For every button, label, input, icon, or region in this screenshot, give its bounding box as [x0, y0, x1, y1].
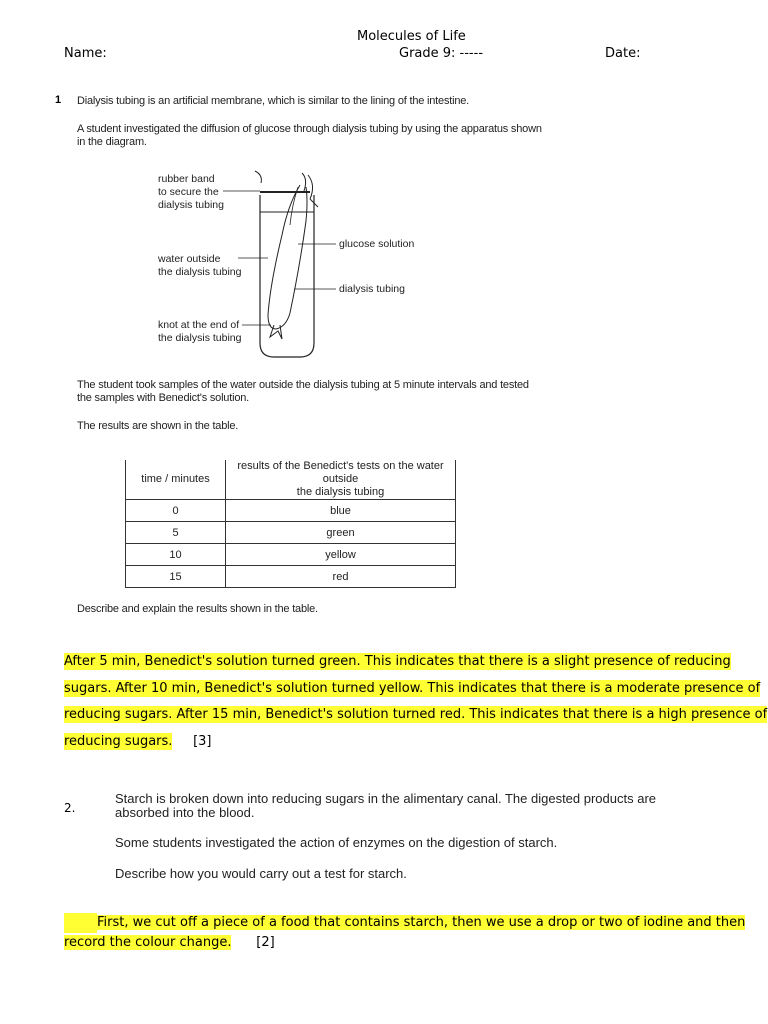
page-title: Molecules of Life [357, 29, 466, 44]
date-label: Date: [605, 46, 641, 61]
answer-1-marks: [3] [193, 733, 212, 749]
question-1-samples-line1: The student took samples of the water outside the dialysis tubing at 5 minute intervals and tested [77, 379, 529, 391]
table-row [126, 544, 456, 566]
answer-2-line: First, we cut off a piece of a food that contains starch, then we use a drop or two of iodine and then [97, 915, 746, 930]
cell-result: blue [226, 500, 456, 522]
tubing-hook [255, 171, 261, 183]
answer-2-marks: [2] [256, 935, 275, 950]
cell-result: yellow [226, 544, 456, 566]
question-2-line1: Starch is broken down into reducing sugars in the alimentary canal. The digested products are [115, 791, 657, 806]
answer-1-line: reducing sugars. After 15 min, Benedict's solution turned red. This indicates that there is a high presence of [64, 707, 768, 722]
question-2-number: 2. [64, 801, 76, 815]
answer-2 [64, 913, 745, 953]
label-water-outside: water outside the dialysis tubing [158, 253, 242, 278]
cell-time: 5 [126, 522, 226, 544]
cell-result: red [226, 566, 456, 588]
question-1-setup-line1: A student investigated the diffusion of glucose through dialysis tubing by using the apparatus shown [77, 123, 542, 135]
cell-time: 0 [126, 500, 226, 522]
answer-2-line: record the colour change. [64, 935, 232, 950]
answer-1 [64, 649, 768, 755]
question-1-setup-line2: in the diagram. [77, 136, 147, 148]
table-row [126, 500, 456, 522]
answer-1-line: sugars. After 10 min, Benedict's solution turned yellow. This indicates that there is a moderate presence of [64, 680, 761, 696]
label-knot: knot at the end of the dialysis tubing [158, 319, 242, 344]
label-glucose-solution: glucose solution [339, 238, 415, 250]
answer-1-line: After 5 min, Benedict's solution turned green. This indicates that there is a slight presence of reducing [64, 654, 731, 669]
cell-time: 15 [126, 566, 226, 588]
table-header-row [126, 460, 456, 500]
question-1-samples-line2: the samples with Benedict's solution. [77, 392, 250, 404]
label-dialysis-tubing: dialysis tubing [339, 283, 405, 295]
question-1-number: 1 [55, 94, 62, 106]
question-2-line3: Some students investigated the action of enzymes on the digestion of starch. [115, 835, 558, 850]
question-1-prompt: Describe and explain the results shown in the table. [77, 603, 318, 615]
label-rubber-band: rubber band to secure the dialysis tubing [158, 173, 224, 211]
question-1-results-intro: The results are shown in the table. [77, 420, 239, 432]
question-2-line4: Describe how you would carry out a test for starch. [115, 866, 407, 881]
results-table [125, 460, 456, 588]
table-row [126, 566, 456, 588]
dialysis-tubing-bag [268, 185, 307, 329]
question-2-line2: absorbed into the blood. [115, 805, 255, 820]
tubing-clip [302, 173, 318, 207]
cell-result: green [226, 522, 456, 544]
col-header-results: results of the Benedict's tests on the water outside the dialysis tubing [226, 460, 456, 500]
name-label: Name: [64, 46, 107, 61]
question-1-intro: Dialysis tubing is an artificial membrane, which is similar to the lining of the intestine. [77, 95, 470, 107]
grade-label: Grade 9: ----- [399, 46, 484, 61]
table-row [126, 522, 456, 544]
answer-1-line: reducing sugars. [64, 733, 173, 749]
col-header-time: time / minutes [126, 460, 226, 500]
cell-time: 10 [126, 544, 226, 566]
